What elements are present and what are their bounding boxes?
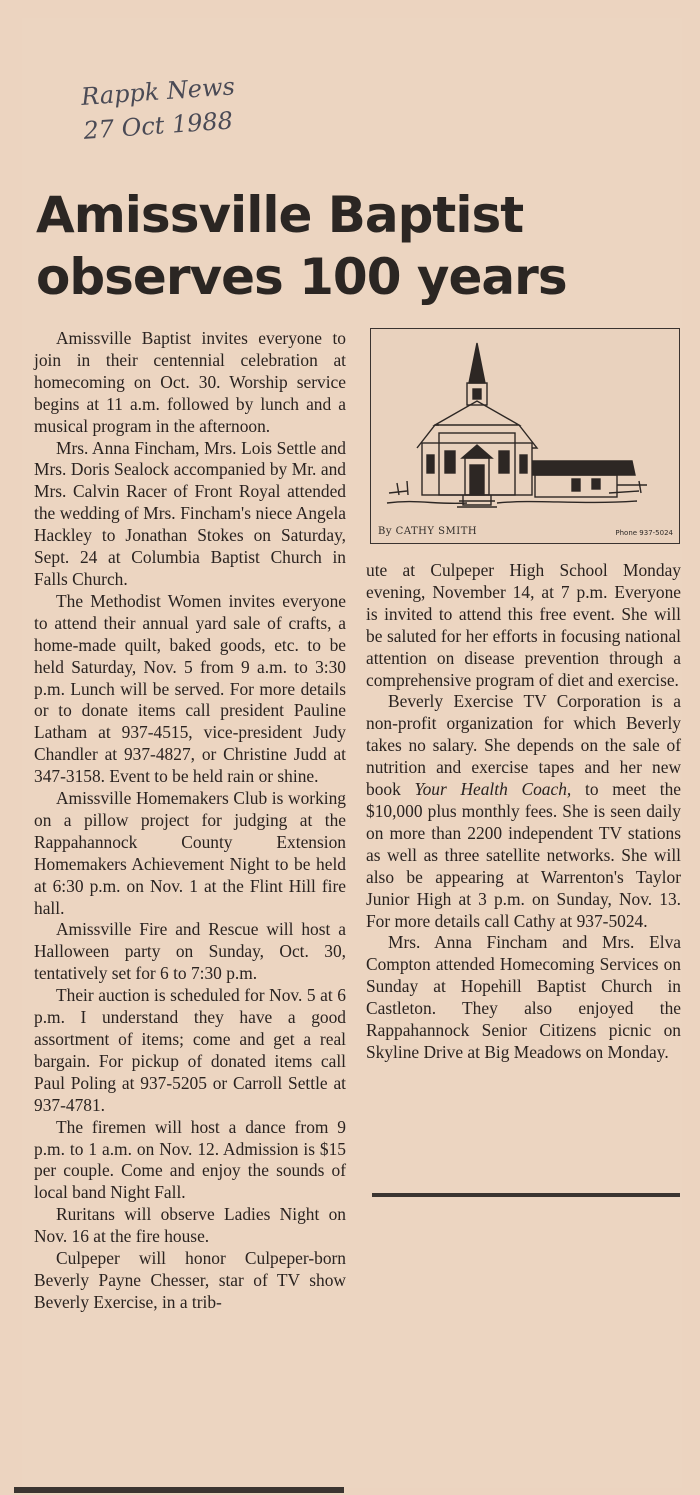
paragraph: Their auction is scheduled for Nov. 5 at 6 p.m. I understand they have a good assortment of items; come and get a real bargain. For pickup of donated items call Paul Poling at 937-5205 or Carroll Settle at 937-4781.: [34, 985, 346, 1115]
paragraph: Ruritans will observe Ladies Night on Nov. 16 at the fire house.: [34, 1204, 346, 1247]
column-rule-left: [14, 1487, 344, 1493]
handwritten-note-source: Rappk News: [80, 72, 236, 111]
handwritten-note: [80, 69, 238, 148]
photo-phone: Phone 937-5024: [615, 529, 673, 537]
paragraph: The Methodist Women invites everyone to attend their annual yard sale of crafts, a home-made quilt, baked goods, etc. to be held Saturday, Nov. 5 from 9 a.m. to 3:30 p.m. Lunch will be served. For more details or to donate items call president Pauline Latham at 937-4515, vice-president Judy Chandler at 937-4827, or Christine Judd at 347-3158. Event to be held rain or shine.: [34, 590, 346, 787]
paragraph: Amissville Baptist invites everyone to join in their centennial celebration at homecoming on Oct. 30. Worship service begins at 11 a.m. followed by lunch and a musical program in the afternoon.: [34, 328, 346, 436]
headline-line-1: Amissville Baptist: [36, 186, 524, 244]
column-rule-right: [372, 1193, 680, 1197]
headline: [36, 184, 636, 308]
paragraph: The firemen will host a dance from 9 p.m. to 1 a.m. on Nov. 12. Admission is $15 per couple. Come and enjoy the sounds of local band Night Fall.: [34, 1116, 346, 1203]
paragraph: Amissville Homemakers Club is working on a pillow project for judging at the Rappahannock County Extension Homemakers Achievement Night to be held at 6:30 p.m. on Nov. 1 at the Flint Hill fire hall.: [34, 788, 346, 918]
columnist-header-illustration: [370, 328, 680, 544]
photo-credit: By CATHY SMITH: [378, 526, 478, 537]
book-title: Your Health Coach,: [414, 779, 572, 800]
left-column: [34, 328, 346, 1314]
paragraph: ute at Culpeper High School Monday evening, November 14, at 7 p.m. Everyone is invited to attend this free event. She will be saluted for her efforts in focusing national attention on disease prevention through a comprehensive program of diet and exercise.: [366, 560, 681, 690]
paragraph-text: to meet the $10,000 plus monthly fees. She is seen daily on more than 2200 independent TV stations as well as three satellite networks. She will also be appearing at Warrenton's Taylor Junior High at 3 p.m. on Sunday, Nov. 13. For more details call Cathy at 937-5024.: [366, 779, 681, 931]
paragraph: [366, 691, 681, 932]
church-illustration: [377, 333, 673, 513]
paragraph: Amissville Fire and Rescue will host a Halloween party on Sunday, Oct. 30, tentatively set for 6 to 7:30 p.m.: [34, 919, 346, 984]
headline-line-2: observes 100 years: [36, 248, 567, 306]
paragraph: Mrs. Anna Fincham, Mrs. Lois Settle and Mrs. Doris Sealock accompanied by Mr. and Mrs. Calvin Racer of Front Royal attended the wedding of Mrs. Fincham's niece Angela Hackley to Jonathan Stokes on Saturday, Sept. 24 at Columbia Baptist Church in Falls Church.: [34, 437, 346, 589]
right-column: [366, 560, 681, 1064]
paragraph-text: Beverly Exercise TV Corporation is a non-profit organization for which Beverly takes no salary. She depends on the sale of nutrition and exercise tapes and her new book: [366, 691, 681, 800]
paragraph: Culpeper will honor Culpeper-born Beverly Payne Chesser, star of TV show Beverly Exercise, in a trib-: [34, 1248, 346, 1312]
handwritten-note-date: 27 Oct 1988: [82, 106, 234, 145]
paragraph: Mrs. Anna Fincham and Mrs. Elva Compton attended Homecoming Services on Sunday at Hopehill Baptist Church in Castleton. They also enjoyed the Rappahannock Senior Citizens picnic on Skyline Drive at Big Meadows on Monday.: [366, 932, 681, 1062]
